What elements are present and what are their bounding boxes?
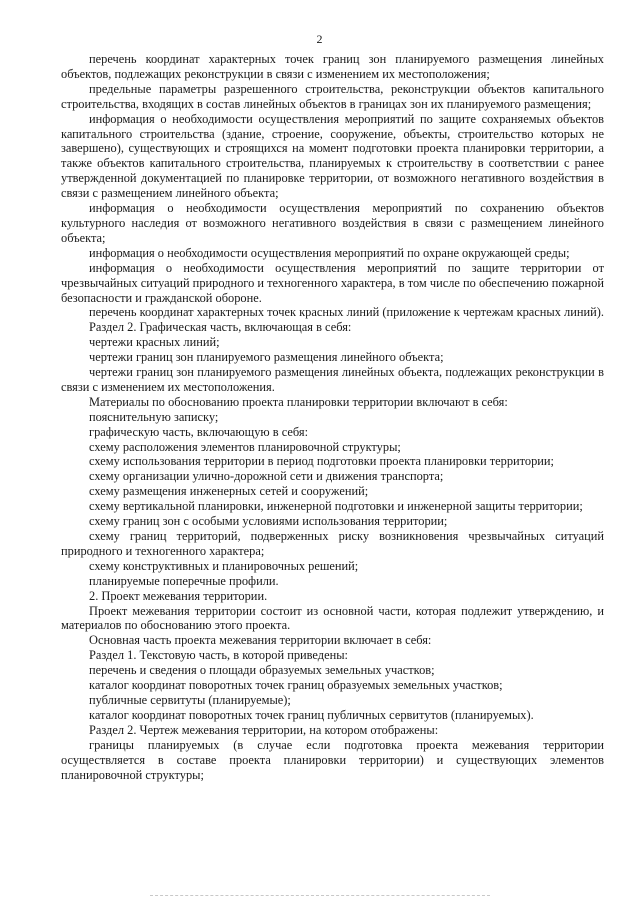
section-heading: Раздел 1. Текстовую часть, в которой приведены:: [89, 648, 348, 663]
list-item: графическую часть, включающую в себя:: [89, 424, 309, 439]
paragraph: предельные параметры разрешенного строительства, реконструкции объектов капитального строительства, входящих в состав линейных объектов в границах зон их планируемого размещения;: [61, 81, 604, 111]
paragraph: информация о необходимости осуществления мероприятий по сохранению объектов культурного наследия от возможного негативного воздействия в связи с размещением линейного объекта;: [61, 201, 604, 245]
list-item: границы планируемых (в случае если подготовка проекта межевания территории осуществляется в составе проекта планировки территории) и существующих элементов планировочной структуры;: [61, 737, 604, 782]
list-item: чертежи границ зон планируемого размещения линейных объекта, подлежащих реконструкции в связи с изменением их местоположения.: [61, 365, 604, 394]
paragraph: Проект межевания территории состоит из основной части, которая подлежит утверждению, и материалов по обоснованию этого проекта.: [61, 603, 604, 633]
list-item: схему границ зон с особыми условиями использования территории;: [89, 514, 448, 529]
list-item: чертежи границ зон планируемого размещения линейного объекта;: [89, 350, 444, 365]
paragraph: перечень координат характерных точек красных линий (приложение к чертежам красных линий).: [89, 305, 604, 320]
paragraph: информация о необходимости осуществления мероприятий по охране окружающей среды;: [89, 245, 570, 260]
paragraph: информация о необходимости осуществления мероприятий по защите территории от чрезвычайных ситуаций природного и техногенного характера, в том числе по обеспечению пожарной безопасности и гражданской обороне.: [61, 260, 604, 305]
section-heading: Раздел 2. Графическая часть, включающая в себя:: [89, 320, 352, 335]
list-item: каталог координат поворотных точек границ образуемых земельных участков;: [89, 678, 503, 693]
paragraph: информация о необходимости осуществления мероприятий по защите сохраняемых объектов капитального строительства (здание, строение, сооружение, объекты, строительство которых не завершено), существующих и строящихся на момент подготовки проекта планировки территории, а также объектов капитального строительства, планируемых к строительству в соответствии с ранее утвержденной документацией по планировке территории, от возможного негативного воздействия в связи с размещением линейного объекта;: [61, 111, 604, 201]
list-item: схему организации улично-дорожной сети и движения транспорта;: [89, 469, 444, 484]
page-number: 2: [316, 32, 323, 46]
list-item: схему использования территории в период подготовки проекта планировки территории;: [89, 454, 554, 469]
list-item: публичные сервитуты (планируемые);: [89, 692, 291, 707]
list-item: перечень и сведения о площади образуемых земельных участков;: [89, 663, 435, 678]
list-item: схему размещения инженерных сетей и сооружений;: [89, 484, 369, 499]
scan-artifact-line: [150, 895, 490, 897]
list-item: схему расположения элементов планировочной структуры;: [89, 439, 401, 454]
list-item: схему конструктивных и планировочных решений;: [89, 558, 359, 573]
document-body: [61, 52, 604, 782]
list-item: чертежи красных линий;: [89, 335, 220, 350]
paragraph: Материалы по обоснованию проекта планировки территории включают в себя:: [89, 394, 508, 409]
paragraph: перечень координат характерных точек границ зон планируемого размещения линейных объектов, подлежащих реконструкции в связи с изменением их местоположения;: [61, 52, 604, 81]
section-heading: Раздел 2. Чертеж межевания территории, на котором отображены:: [89, 722, 439, 737]
list-item: пояснительную записку;: [89, 409, 219, 424]
paragraph: Основная часть проекта межевания территории включает в себя:: [89, 633, 432, 648]
list-item: схему вертикальной планировки, инженерной подготовки и инженерной защиты территории;: [89, 499, 583, 514]
list-item: каталог координат поворотных точек границ публичных сервитутов (планируемых).: [89, 707, 534, 722]
list-item: схему границ территорий, подверженных риску возникновения чрезвычайных ситуаций природного и техногенного характера;: [61, 529, 604, 558]
section-heading: 2. Проект межевания территории.: [89, 588, 268, 603]
list-item: планируемые поперечные профили.: [89, 573, 279, 588]
